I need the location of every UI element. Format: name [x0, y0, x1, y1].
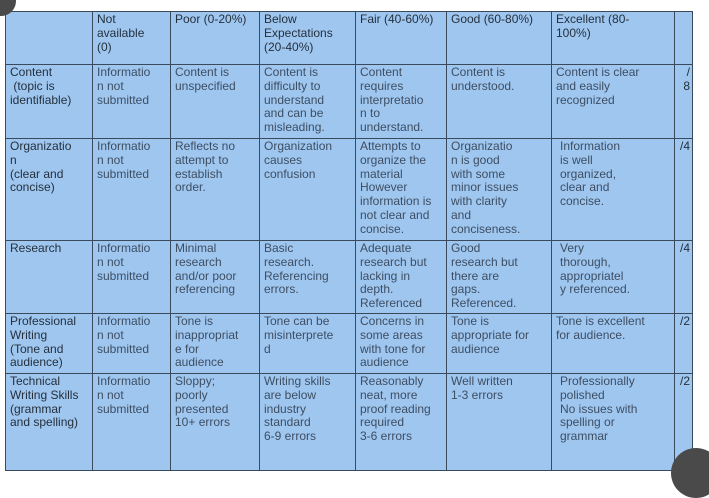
criterion-professional-writing: Professional Writing (Tone and audience) — [6, 314, 93, 374]
cell-organization-fair: Attempts to organize the material However information is not clear and concise. — [356, 139, 447, 241]
criterion-content: Content (topic is identifiable) — [6, 65, 93, 139]
cell-research-excellent: Very thorough, appropriatel y referenced. — [552, 241, 675, 314]
cell-professional-good: Tone is appropriate for audience — [447, 314, 552, 374]
points-technical-writing: /2 — [675, 374, 693, 471]
header-not-available: Not available (0) — [93, 12, 171, 65]
cell-research-not-available: Informatio n not submitted — [93, 241, 171, 314]
points-research: /4 — [675, 241, 693, 314]
cell-research-fair: Adequate research but lacking in depth. Referenced — [356, 241, 447, 314]
rubric-table — [5, 11, 693, 471]
rubric-row-technical-writing — [6, 374, 693, 471]
header-corner-cell — [6, 12, 93, 65]
cell-professional-excellent: Tone is excellent for audience. — [552, 314, 675, 374]
rubric-sheet — [5, 11, 692, 470]
header-row — [6, 12, 693, 65]
cell-organization-below: Organization causes confusion — [260, 139, 356, 241]
cell-technical-below: Writing skills are below industry standard 6-9 errors — [260, 374, 356, 471]
cell-content-poor: Content is unspecified — [171, 65, 260, 139]
header-good: Good (60-80%) — [447, 12, 552, 65]
corner-mark-bottom-right — [671, 448, 709, 498]
points-content: / 8 — [675, 65, 693, 139]
cell-technical-fair: Reasonably neat, more proof reading required 3-6 errors — [356, 374, 447, 471]
criterion-organization: Organizatio n (clear and concise) — [6, 139, 93, 241]
cell-professional-below: Tone can be misinterprete d — [260, 314, 356, 374]
cell-content-fair: Content requires interpretatio n to understand. — [356, 65, 447, 139]
cell-organization-good: Organizatio n is good with some minor issues with clarity and conciseness. — [447, 139, 552, 241]
cell-organization-poor: Reflects no attempt to establish order. — [171, 139, 260, 241]
cell-research-good: Good research but there are gaps. Referenced. — [447, 241, 552, 314]
cell-research-poor: Minimal research and/or poor referencing — [171, 241, 260, 314]
points-organization: /4 — [675, 139, 693, 241]
cell-technical-good: Well written 1-3 errors — [447, 374, 552, 471]
cell-research-below: Basic research. Referencing errors. — [260, 241, 356, 314]
cell-organization-excellent: Information is well organized, clear and concise. — [552, 139, 675, 241]
points-professional-writing: /2 — [675, 314, 693, 374]
cell-professional-poor: Tone is inappropriat e for audience — [171, 314, 260, 374]
cell-content-below: Content is difficulty to understand and can be misleading. — [260, 65, 356, 139]
criterion-research: Research — [6, 241, 93, 314]
header-fair: Fair (40-60%) — [356, 12, 447, 65]
header-points — [675, 12, 693, 65]
cell-technical-poor: Sloppy; poorly presented 10+ errors — [171, 374, 260, 471]
cell-technical-not-available: Informatio n not submitted — [93, 374, 171, 471]
header-excellent: Excellent (80- 100%) — [552, 12, 675, 65]
rubric-row-professional-writing — [6, 314, 693, 374]
cell-technical-excellent: Professionally polished No issues with spelling or grammar — [552, 374, 675, 471]
cell-professional-fair: Concerns in some areas with tone for audience — [356, 314, 447, 374]
header-poor: Poor (0-20%) — [171, 12, 260, 65]
cell-content-not-available: Informatio n not submitted — [93, 65, 171, 139]
rubric-row-organization — [6, 139, 693, 241]
cell-content-excellent: Content is clear and easily recognized — [552, 65, 675, 139]
cell-content-good: Content is understood. — [447, 65, 552, 139]
rubric-row-research — [6, 241, 693, 314]
cell-professional-not-available: Informatio n not submitted — [93, 314, 171, 374]
criterion-technical-writing: Technical Writing Skills (grammar and spelling) — [6, 374, 93, 471]
cell-organization-not-available: Informatio n not submitted — [93, 139, 171, 241]
rubric-row-content — [6, 65, 693, 139]
header-below-expectations: Below Expectations (20-40%) — [260, 12, 356, 65]
